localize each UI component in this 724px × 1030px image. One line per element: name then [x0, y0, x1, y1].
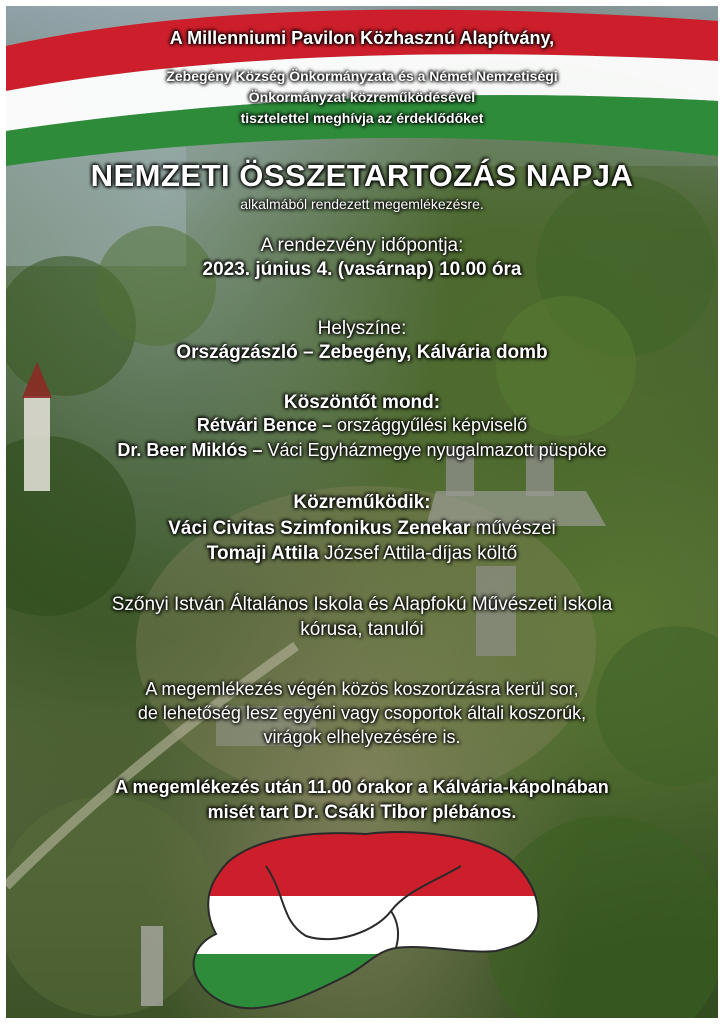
wreath-line-3: virágok elhelyezésére is.	[263, 727, 461, 747]
contributor-row	[6, 518, 718, 540]
cooperation-line-2: Önkormányzat közreműködésével	[248, 89, 476, 105]
event-subtitle: alkalmából rendezett megemlékezésre.	[240, 196, 484, 212]
wreath-line-1: A megemlékezés végén közös koszorúzásra kerül sor,	[145, 679, 579, 699]
speaker-row	[6, 440, 718, 461]
mass-line-2	[6, 802, 718, 824]
speaker-name: Rétvári Bence –	[196, 415, 332, 435]
contributor-role: művészei	[470, 518, 556, 539]
mass-text: misét tart	[207, 802, 294, 822]
speaker-name: Dr. Beer Miklós –	[117, 440, 263, 460]
cooperation-line-1: Zebegény Község Önkormányzata és a Német Nemzetiségi	[166, 68, 558, 84]
poster	[6, 6, 718, 1018]
school-line-1: Szőnyi István Általános Iskola és Alapfokú Művészeti Iskola	[111, 594, 613, 615]
event-title: NEMZETI ÖSSZETARTOZÁS NAPJA	[90, 158, 634, 193]
contributor-name: Tomaji Attila	[206, 543, 319, 564]
contributor-row	[6, 543, 718, 565]
location-value: Országzászló – Zebegény, Kálvária domb	[176, 342, 548, 363]
wreath-line-2: de lehetőség lesz egyéni vagy csoportok általi koszorúk,	[137, 703, 587, 723]
contributor-name: Váci Civitas Szimfonikus Zenekar	[168, 518, 471, 539]
hungary-map-graphic	[176, 826, 548, 1016]
mass-line-1: A megemlékezés után 11.00 órakor a Kálvária-kápolnában	[115, 777, 609, 797]
priest-name: Dr. Csáki Tibor	[293, 802, 428, 823]
contributor-role: József Attila-díjas költő	[318, 543, 518, 564]
speaker-role: Váci Egyházmegye nyugalmazott püspöke	[262, 440, 607, 460]
organizer-line: A Millenniumi Pavilon Közhasznú Alapítvány,	[169, 28, 555, 48]
date-value: 2023. június 4. (vasárnap) 10.00 óra	[202, 259, 522, 280]
school-line-2: kórusa, tanulói	[300, 619, 424, 640]
speaker-row	[6, 415, 718, 436]
contributors-label: Közreműködik:	[293, 492, 431, 513]
mass-text-end: plébános.	[427, 802, 517, 822]
speaker-role: országgyűlési képviselő	[331, 415, 528, 435]
location-label: Helyszíne:	[317, 318, 407, 339]
invitation-line: tisztelettel meghívja az érdeklődőket	[240, 110, 484, 126]
date-label: A rendezvény időpontja:	[260, 235, 464, 256]
speakers-label: Köszöntőt mond:	[283, 392, 441, 413]
